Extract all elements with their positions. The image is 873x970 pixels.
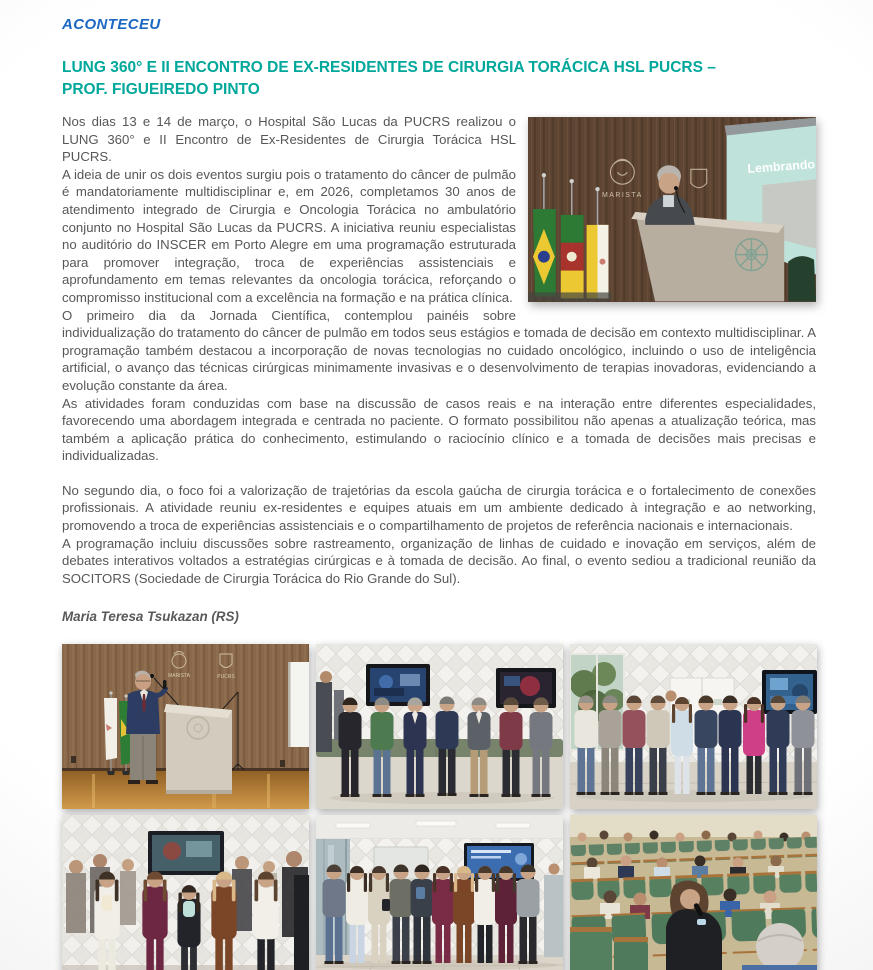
featured-photo-prof-figueiredo-pinto-podium	[528, 117, 816, 302]
gallery-photo-4-five-women	[62, 815, 309, 970]
paragraph-3: O primeiro dia da Jornada Científica, contemplou painéis sobre individualização do tratamento do câncer de pulmão em todos seus estágios e tomada de decisão em contexto multidisciplinar. A programação também destacou a incorporação de novas tecnologias no cuidado oncológico, incluindo o uso de inteligência artificial, o avanço das técnicas cirúrgicas minimamente invasivas e o desenvolvimento de terapias inovadoras, evidenciando a evolução constante da área.	[62, 307, 816, 393]
section-label: ACONTECEU	[62, 16, 161, 33]
marista-wall-label: MARISTA	[601, 192, 643, 200]
paragraph-5: No segundo dia, o foco foi a valorização de trajetórias da escola gaúcha de cirurgia torácica e o fortalecimento de conexões profissionais. A atividade reuniu ex-residentes e equipes atuais em um ambiente dedicado à integração e ao networking, promovendo a troca de experiências assistenciais e o compartilhamento de projetos de referência nacionais e internacionais.	[62, 482, 816, 534]
screen-text: Lembrando	[747, 157, 816, 176]
paragraph-6: A programação incluiu discussões sobre rastreamento, organização de linhas de cuidado e inovação em serviços, além de debates interativos voltados a estratégias cirúrgicas e à tomada de decisão. Ao final, o evento sediou a tradicional reunião da SOCITORS (Sociedade de Cirurgia Torácica do Rio Grande do Sul).	[62, 535, 816, 586]
photo-gallery	[62, 644, 816, 970]
gallery-photo-6-auditorium-audience	[570, 815, 817, 970]
gallery-photo-1-speaker-podium	[62, 644, 309, 809]
article-title: LUNG 360° E II ENCONTRO DE EX-RESIDENTES DE CIRURGIA TORÁCICA HSL PUCRS – PROF. FIGUEIREDO PINTO	[62, 59, 716, 98]
paragraph-1: Nos dias 13 e 14 de março, o Hospital São Lucas da PUCRS realizou o LUNG 360° e II Encontro de Ex-Residentes de Cirurgia Torácica HSL PUCRS.	[62, 114, 516, 165]
paragraph-2: A ideia de unir os dois eventos surgiu pois o tratamento do câncer de pulmão é mandatoriamente multidisciplinar e, em 2026, completamos 30 anos de atendimento integrado de Cirurgia e Oncologia Torácica no ambulatório conjunto no Hospital São Lucas da PUCRS. A iniciativa reuniu especialistas no auditório do INSCER em Porto Alegre em uma programação estruturada para promover integração, troca de experiências assistenciais e aprofundamento em temas relevantes da oncologia torácica, reforçando o compromisso institucional com a excelência na formação e na prática clínica.	[62, 166, 516, 305]
gallery-photo-2-group-seven-men	[316, 644, 563, 809]
marista-wall-label-small: MARISTA	[168, 673, 190, 680]
pucrs-wall-label-small: PUCRS	[217, 674, 235, 681]
gallery-photo-5-large-group-lineup	[316, 815, 563, 970]
byline: Maria Teresa Tsukazan (RS)	[62, 609, 239, 625]
gallery-photo-3-group-lobby-window	[570, 644, 817, 809]
article-body	[62, 113, 816, 587]
paragraph-4: As atividades foram conduzidas com base na discussão de casos reais e na interação entre diferentes especialidades, favorecendo uma abordagem integrada e centrada no paciente. O formato possibilitou não apenas a atualização teórica, mas também a aplicação prática do conhecimento, estimulando o raciocínio clínico e a tomada de decisões mais precisas e individualizadas.	[62, 395, 816, 464]
